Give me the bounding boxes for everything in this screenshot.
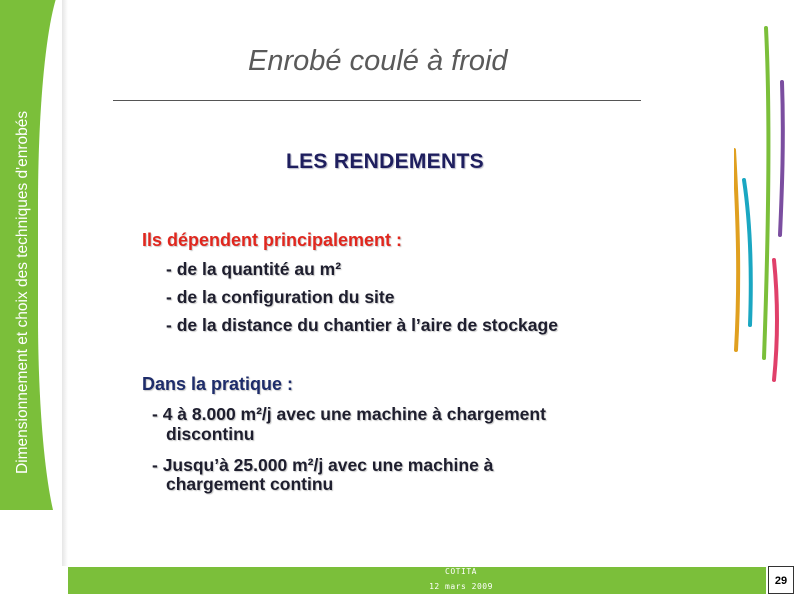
side-banner bbox=[0, 0, 66, 510]
deco-line-purple bbox=[780, 82, 783, 235]
dependency-item: - de la quantité au m² bbox=[166, 259, 342, 279]
decorative-lines bbox=[734, 20, 794, 390]
footer-date: 12 mars 2009 bbox=[429, 582, 493, 591]
practice-item-line: - 4 à 8.000 m²/j avec une machine à chargement bbox=[152, 404, 546, 424]
practice-item-line: discontinu bbox=[166, 424, 255, 444]
deco-line-orange bbox=[734, 150, 738, 350]
deco-line-cyan bbox=[744, 180, 751, 325]
slide-title: Enrobé coulé à froid bbox=[248, 45, 508, 77]
footer-org: COTITA bbox=[445, 567, 477, 576]
practice-item-line: - Jusqu’à 25.000 m²/j avec une machine à bbox=[152, 455, 494, 475]
left-shade bbox=[62, 0, 68, 566]
section-heading: LES RENDEMENTS bbox=[286, 150, 484, 173]
deco-line-green bbox=[764, 28, 768, 358]
deco-line-pink bbox=[774, 260, 777, 380]
title-rule bbox=[113, 100, 641, 101]
dependencies-heading: Ils dépendent principalement : bbox=[142, 230, 403, 250]
practice-item-line: chargement continu bbox=[166, 474, 334, 494]
practice-heading: Dans la pratique : bbox=[142, 374, 294, 394]
side-banner-label: Dimensionnement et choix des techniques d'enrobés bbox=[14, 110, 31, 474]
dependency-item: - de la configuration du site bbox=[166, 287, 395, 307]
dependency-item: - de la distance du chantier à l’aire de stockage bbox=[166, 315, 558, 335]
page-number: 29 bbox=[768, 566, 794, 594]
